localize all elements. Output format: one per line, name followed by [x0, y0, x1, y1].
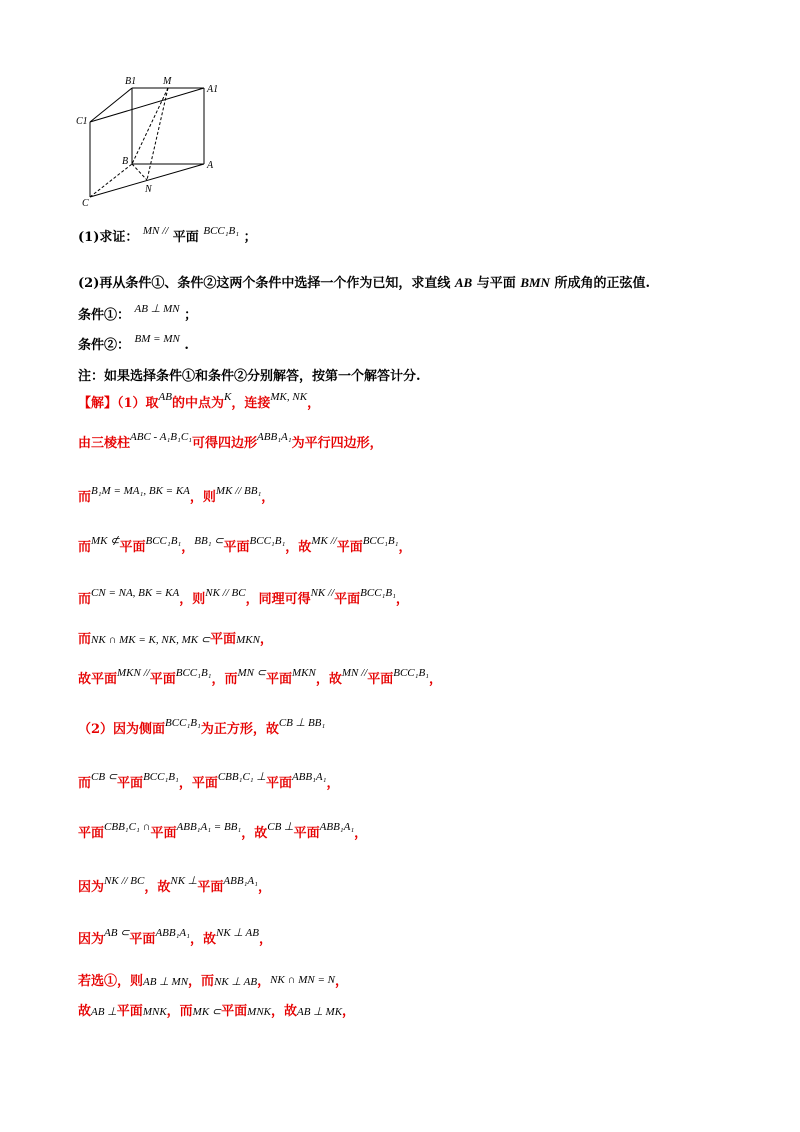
sol1-a: 【解】（1）取	[78, 396, 159, 411]
sol10-e: ，	[354, 826, 368, 841]
sol14-m5: AB ⊥ MK	[297, 1006, 343, 1018]
sol11-m1: NK // BC	[104, 875, 145, 887]
sol4-g: ，	[398, 540, 412, 555]
edge-m-b-dashed	[132, 88, 168, 164]
sol14-f: ，	[342, 1004, 356, 1019]
sol8-m2: CB ⊥ BB₁	[278, 717, 326, 729]
sol7-g: ，	[429, 672, 443, 687]
sol3-c: ，	[261, 490, 275, 505]
sol10-c: ，故	[241, 826, 268, 841]
sol7-f: 平面	[367, 672, 394, 687]
sol12-m1: AB ⊂	[104, 927, 130, 939]
sol3-a: 而	[78, 490, 92, 505]
sol2-a: 由三棱柱	[78, 436, 131, 451]
label-a1: A1	[207, 84, 219, 95]
sol1-m1: AB	[158, 391, 172, 403]
sol4-d: 平面	[223, 540, 250, 555]
sol4-c: ，	[181, 540, 195, 555]
q1-math-1: MN //	[142, 225, 169, 237]
sol10-m4: ABB₁A₁	[319, 821, 355, 833]
sol3-m2: MK // BB₁	[215, 485, 262, 497]
sol13-m3: NK ∩ MN = N	[270, 974, 335, 986]
sol4-f: 平面	[336, 540, 363, 555]
sol13-a: 若选①，则	[78, 974, 144, 989]
sol9-e: ，	[326, 776, 340, 791]
sol11-b: ，故	[144, 880, 171, 895]
sol7-m4: MKN	[292, 667, 316, 679]
sol7-d: 平面	[265, 672, 292, 687]
sol13-b: ，而	[188, 974, 215, 989]
cond2-end: .	[184, 338, 189, 353]
sol4-m1: MK ⊄	[91, 535, 120, 547]
sol5-m3: NK //	[310, 587, 335, 599]
prism-diagram	[70, 70, 230, 210]
sol14-b: 平面	[116, 1004, 143, 1019]
edge-c1-a1	[90, 88, 204, 122]
sol6-c: ，	[259, 632, 273, 647]
sol10-m1: CBB₁C₁ ∩	[104, 821, 151, 833]
sol6-a: 而	[78, 632, 92, 647]
sol5-d: 平面	[334, 592, 361, 607]
q1-end: ；	[243, 230, 257, 245]
sol7-m2: BCC₁B₁	[175, 667, 212, 679]
question-1	[78, 226, 257, 245]
solution-line-2	[78, 432, 383, 451]
sol9-c: ，平面	[178, 776, 218, 791]
sol12-m3: NK ⊥ AB	[215, 927, 259, 939]
label-b: B	[122, 156, 129, 167]
sol8-b: 为正方形，故	[200, 722, 279, 737]
label-c: C	[82, 198, 89, 209]
sol5-m2: NK // BC	[205, 587, 246, 599]
sol7-m6: BCC₁B₁	[393, 667, 430, 679]
q2-symbol-ab: AB	[454, 275, 473, 290]
solution-line-1	[78, 392, 320, 411]
sol10-b: 平面	[150, 826, 177, 841]
condition-2	[78, 334, 189, 353]
sol12-a: 因为	[78, 932, 105, 947]
sol14-a: 故	[78, 1004, 92, 1019]
sol3-b: ，则	[189, 490, 216, 505]
solution-line-4	[78, 536, 411, 555]
sol3-m1: B₁M = MA₁, BK = KA	[91, 485, 190, 497]
sol4-a: 而	[78, 540, 92, 555]
sol5-c: ，同理可得	[245, 592, 311, 607]
sol5-e: ，	[395, 592, 409, 607]
label-b1: B1	[125, 76, 137, 87]
cond1-label: 条件①：	[78, 308, 131, 323]
edge-b-n-dashed	[132, 164, 147, 180]
sol7-m5: MN //	[341, 667, 368, 679]
sol14-d: 平面	[221, 1004, 248, 1019]
sol14-m1: AB ⊥	[91, 1006, 117, 1018]
sol7-e: ，故	[315, 672, 342, 687]
sol7-c: ，而	[211, 672, 238, 687]
solution-line-11	[78, 876, 271, 895]
sol2-m2: ABB₁A₁	[257, 431, 292, 443]
q1-math-2: BCC₁B₁	[203, 225, 240, 237]
sol10-m2: ABB₁A₁ = BB₁	[176, 821, 242, 833]
sol11-c: 平面	[197, 880, 224, 895]
sol12-d: ，	[258, 932, 272, 947]
sol14-m4: MNK	[247, 1006, 271, 1018]
sol13-m1: AB ⊥ MN	[143, 976, 189, 988]
sol1-m2: K	[224, 391, 232, 403]
sol12-m2: ABB₁A₁	[155, 927, 190, 939]
solution-line-9	[78, 772, 340, 791]
sol11-a: 因为	[78, 880, 105, 895]
sol13-m2: NK ⊥ AB	[214, 976, 258, 988]
sol4-m4: BCC₁B₁	[249, 535, 286, 547]
label-m: M	[163, 76, 172, 87]
cond2-math: BM = MN	[134, 333, 180, 345]
prism-figure	[70, 70, 230, 210]
q2-text-1: (2)再从条件①、条件②这两个条件中选择一个作为已知，求直线	[78, 276, 451, 291]
sol12-c: ，故	[189, 932, 216, 947]
sol4-m6: BCC₁B₁	[362, 535, 399, 547]
solution-line-3	[78, 486, 274, 505]
solution-line-7	[78, 668, 442, 687]
sol5-m1: CN = NA, BK = KA	[91, 587, 180, 599]
sol9-d: 平面	[265, 776, 292, 791]
solution-line-5	[78, 588, 409, 607]
sol12-b: 平面	[129, 932, 156, 947]
sol2-c: 为平行四边形，	[291, 436, 383, 451]
label-a: A	[207, 160, 214, 171]
question-2	[78, 272, 650, 291]
sol7-m1: MKN //	[117, 667, 150, 679]
sol5-a: 而	[78, 592, 92, 607]
sol9-m1: CB ⊂	[91, 771, 118, 783]
label-n: N	[145, 184, 152, 195]
sol14-m2: MNK	[142, 1006, 167, 1018]
sol7-b: 平面	[149, 672, 176, 687]
sol9-b: 平面	[117, 776, 144, 791]
q1-prefix: (1)求证：	[78, 230, 139, 245]
sol10-a: 平面	[78, 826, 105, 841]
sol6-m1: NK ∩ MK = K, NK, MK ⊂	[91, 634, 211, 646]
sol14-c: ，而	[166, 1004, 193, 1019]
sol4-m5: MK //	[311, 535, 337, 547]
cond1-end: ；	[184, 308, 198, 323]
sol2-b: 可得四边形	[192, 436, 258, 451]
sol1-d: ，	[307, 396, 321, 411]
sol9-a: 而	[78, 776, 92, 791]
condition-1	[78, 304, 197, 323]
sol5-b: ，则	[179, 592, 206, 607]
sol1-m3: MK, NK	[270, 391, 308, 403]
sol11-m3: ABB₁A₁	[223, 875, 258, 887]
sol9-m4: ABB₁A₁	[291, 771, 327, 783]
sol10-m3: CB ⊥	[267, 821, 294, 833]
edge-c-b-dashed	[90, 164, 132, 197]
sol11-m2: NK ⊥	[170, 875, 198, 887]
sol7-a: 故平面	[78, 672, 118, 687]
sol9-m2: BCC₁B₁	[143, 771, 179, 783]
note: 注：如果选择条件①和条件②分别解答，按第一个解答计分.	[78, 369, 421, 384]
label-c1: C1	[76, 116, 88, 127]
q2-text-3: 所成角的正弦值.	[554, 276, 650, 291]
cond1-math: AB ⊥ MN	[134, 303, 180, 315]
sol8-m1: BCC₁B₁	[165, 717, 201, 729]
sol4-m3: BB₁ ⊂	[194, 535, 224, 547]
solution-line-14	[78, 1000, 355, 1019]
sol2-m1: ABC - A₁B₁C₁	[130, 431, 193, 443]
cond2-label: 条件②：	[78, 338, 131, 353]
sol7-m3: MN ⊂	[237, 667, 266, 679]
edge-c1-b1	[90, 88, 132, 122]
sol13-d: ，	[334, 974, 348, 989]
sol8-a: （2）因为侧面	[78, 722, 166, 737]
sol6-m2: MKN	[236, 634, 260, 646]
solution-line-13	[78, 970, 348, 989]
sol9-m3: CBB₁C₁ ⊥	[217, 771, 266, 783]
sol10-d: 平面	[293, 826, 320, 841]
solution-line-12	[78, 928, 272, 947]
sol4-e: ，故	[285, 540, 312, 555]
solution-line-8	[78, 718, 325, 737]
solution-line-10	[78, 822, 367, 841]
sol6-b: 平面	[210, 632, 237, 647]
sol14-m3: MK ⊂	[192, 1006, 222, 1018]
solution-line-6	[78, 628, 273, 647]
sol1-b: 的中点为	[172, 396, 225, 411]
q2-symbol-bmn: BMN	[520, 275, 550, 290]
sol5-m4: BCC₁B₁	[360, 587, 396, 599]
sol11-d: ，	[257, 880, 271, 895]
sol14-e: ，故	[271, 1004, 298, 1019]
sol4-m2: BCC₁B₁	[145, 535, 182, 547]
q2-text-2: 与平面	[476, 276, 516, 291]
sol1-c: ，连接	[231, 396, 271, 411]
q1-text-1: 平面	[172, 230, 199, 245]
sol4-b: 平面	[119, 540, 146, 555]
sol13-c: ，	[257, 974, 271, 989]
